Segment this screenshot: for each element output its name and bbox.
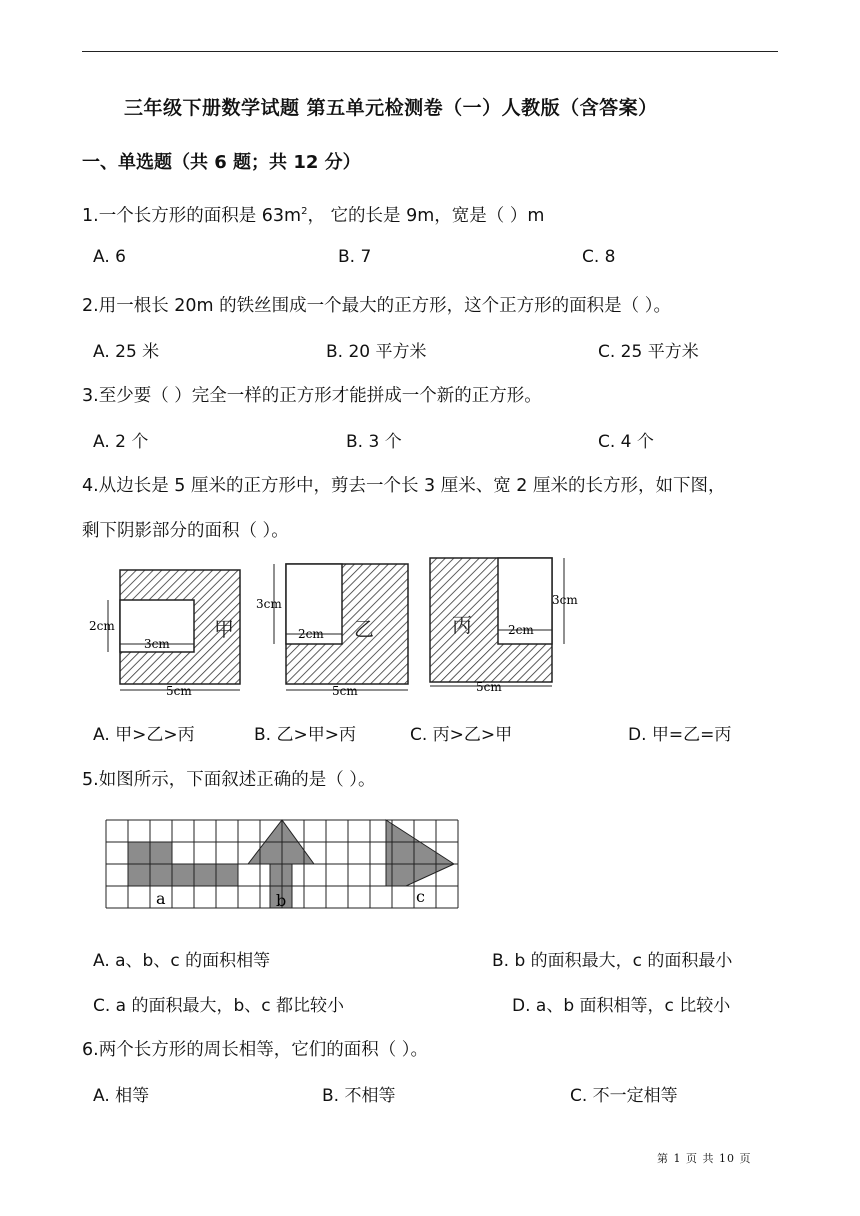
question-6-stem: 6.两个长方形的周长相等，它们的面积（ ）。 xyxy=(82,1040,429,1060)
page-footer: 第 1 页 共 10 页 xyxy=(657,1152,752,1165)
label-jia: 甲 xyxy=(214,617,234,641)
label-yi-3cm: 3cm xyxy=(256,597,282,611)
q1-option-b[interactable]: B. 7 xyxy=(338,247,372,267)
q6-option-c[interactable]: C. 不一定相等 xyxy=(570,1086,678,1106)
document-title: 三年级下册数学试题 第五单元检测卷（一）人教版（含答案） xyxy=(124,97,658,119)
q6-option-a[interactable]: A. 相等 xyxy=(93,1086,150,1106)
q1-stem-superscript: 2 xyxy=(301,206,308,218)
question-4-stem-line2: 剩下阴影部分的面积（ ）。 xyxy=(82,521,289,541)
label-bing-2cm: 2cm xyxy=(508,623,534,637)
figure-bing xyxy=(430,558,578,694)
figure-yi xyxy=(256,564,408,698)
label-bing: 丙 xyxy=(452,613,472,637)
question-2-stem: 2.用一根长 20m 的铁丝围成一个最大的正方形，这个正方形的面积是（ ）。 xyxy=(82,296,671,316)
q5-option-a[interactable]: A. a、b、c 的面积相等 xyxy=(93,951,271,971)
label-yi-5cm: 5cm xyxy=(332,684,358,698)
q3-option-a[interactable]: A. 2 个 xyxy=(93,432,149,452)
q3-option-c[interactable]: C. 4 个 xyxy=(598,432,654,452)
label-jia-3cm: 3cm xyxy=(144,637,170,651)
label-c: c xyxy=(416,887,425,906)
q5-option-c[interactable]: C. a 的面积最大，b、c 都比较小 xyxy=(93,996,345,1016)
label-jia-2cm: 2cm xyxy=(89,619,115,633)
header-rule xyxy=(82,51,778,52)
label-bing-5cm: 5cm xyxy=(476,680,502,694)
question-3-stem: 3.至少要（ ）完全一样的正方形才能拼成一个新的正方形。 xyxy=(82,386,542,406)
label-yi: 乙 xyxy=(354,617,374,641)
q5-option-d[interactable]: D. a、b 面积相等，c 比较小 xyxy=(512,996,731,1016)
shape-a-bottom xyxy=(128,864,238,886)
q5-grid-figure xyxy=(100,812,486,916)
label-bing-3cm: 3cm xyxy=(552,593,578,607)
label-yi-2cm: 2cm xyxy=(298,627,324,641)
q1-option-c[interactable]: C. 8 xyxy=(582,247,616,267)
q4-option-c[interactable]: C. 丙>乙>甲 xyxy=(410,725,513,745)
figure-jia xyxy=(89,570,240,698)
label-b: b xyxy=(276,891,287,910)
q1-stem-part-a: 1.一个长方形的面积是 63m xyxy=(82,206,302,226)
question-4-stem-line1: 4.从边长是 5 厘米的正方形中，剪去一个长 3 厘米、宽 2 厘米的长方形，如下图， xyxy=(82,476,726,496)
q2-option-c[interactable]: C. 25 平方米 xyxy=(598,342,699,362)
q4-figure xyxy=(86,552,586,702)
label-jia-5cm: 5cm xyxy=(166,684,192,698)
section-heading: 一、单选题（共 6 题；共 12 分） xyxy=(82,152,361,173)
q4-option-a[interactable]: A. 甲>乙>丙 xyxy=(93,725,195,745)
q1-stem-part-b: ， 它的长是 9m，宽是（ ）m xyxy=(307,206,545,226)
q5-option-b[interactable]: B. b 的面积最大，c 的面积最小 xyxy=(492,951,733,971)
q3-option-b[interactable]: B. 3 个 xyxy=(346,432,402,452)
shape-c xyxy=(386,820,454,886)
question-5-stem: 5.如图所示，下面叙述正确的是（ ）。 xyxy=(82,770,376,790)
label-a: a xyxy=(156,889,166,908)
q2-option-b[interactable]: B. 20 平方米 xyxy=(326,342,427,362)
question-1-stem xyxy=(82,202,544,227)
q4-option-b[interactable]: B. 乙>甲>丙 xyxy=(254,725,356,745)
q1-option-a[interactable]: A. 6 xyxy=(93,247,126,267)
q6-option-b[interactable]: B. 不相等 xyxy=(322,1086,396,1106)
q4-option-d[interactable]: D. 甲=乙=丙 xyxy=(628,725,732,745)
q2-option-a[interactable]: A. 25 米 xyxy=(93,342,160,362)
